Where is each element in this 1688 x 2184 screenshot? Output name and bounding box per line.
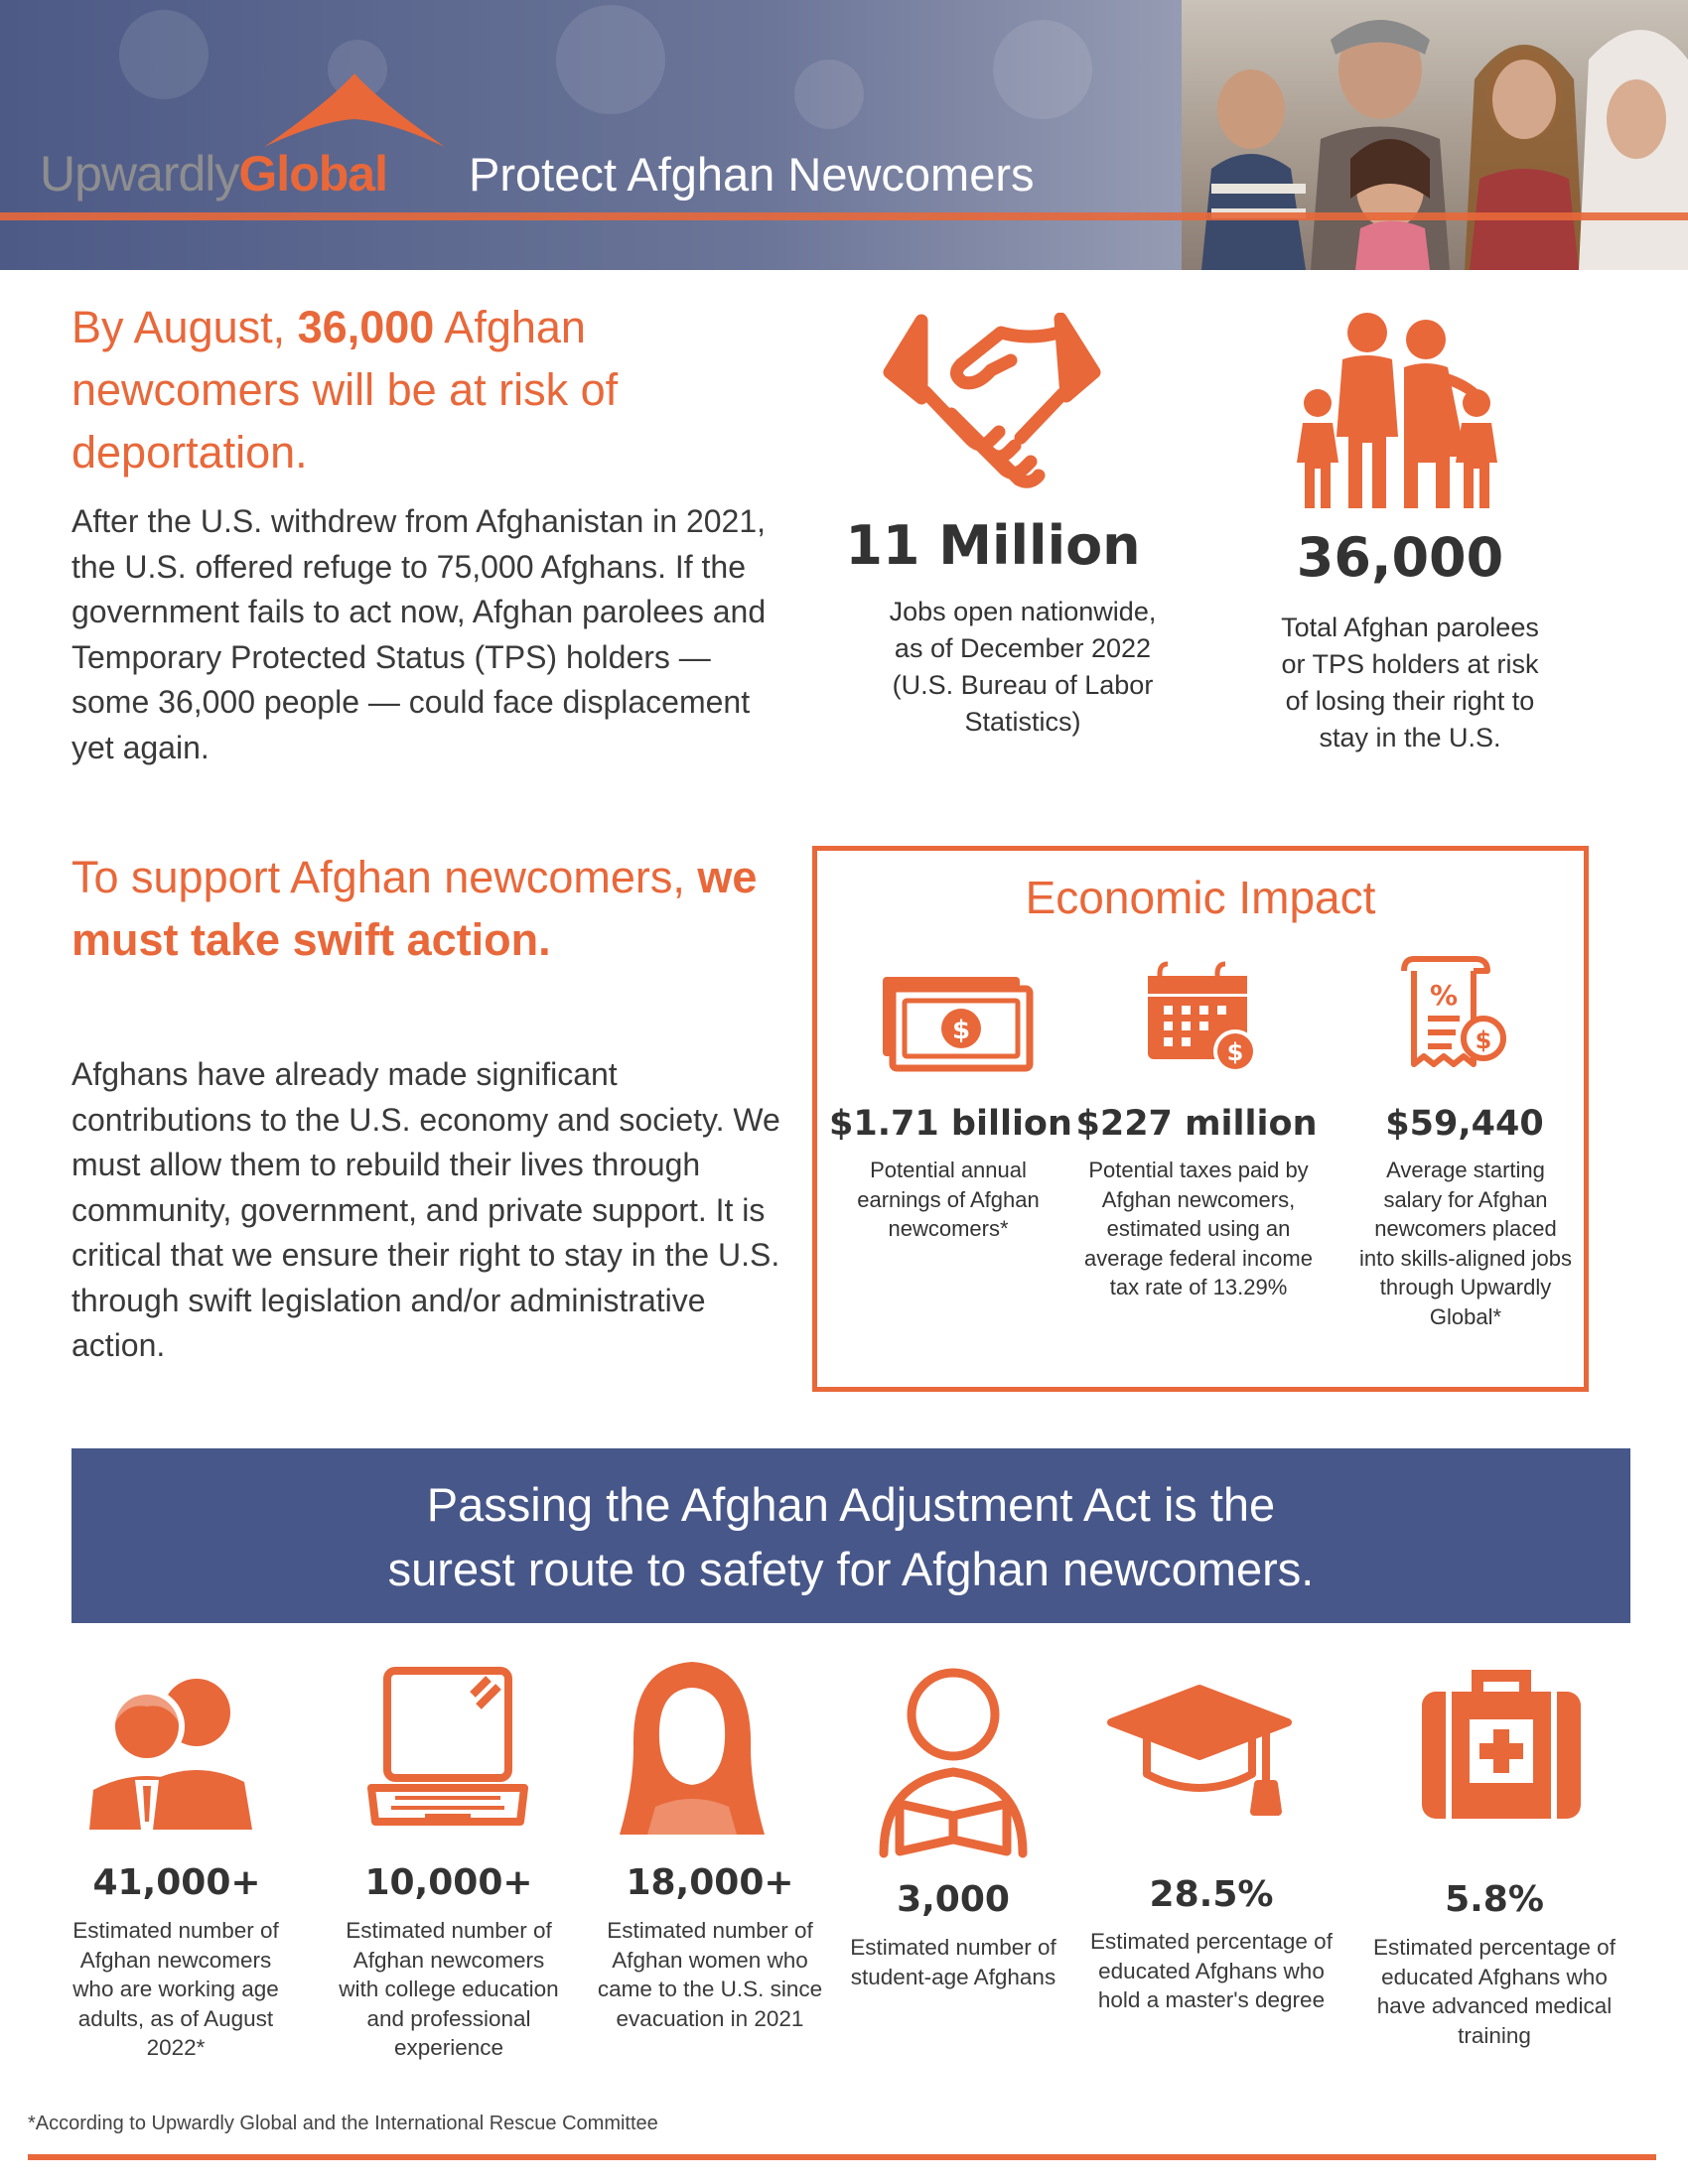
svg-text:$: $ bbox=[951, 1016, 971, 1045]
logo-text-upwardly: Upwardly bbox=[40, 146, 239, 202]
page-title: Protect Afghan Newcomers bbox=[469, 148, 1035, 201]
intro-headline-part2: Afghan newcomers will be at risk of deportation. bbox=[71, 302, 619, 478]
intro-headline-part1: By August, bbox=[71, 302, 298, 352]
stat-jobs-description: Jobs open nationwide, as of December 2022 (U.S. Bureau of Labor Statistics) bbox=[889, 597, 1157, 737]
intro-body: After the U.S. withdrew from Afghanistan in 2021, the U.S. offered refuge to 75,000 Afghans. If the government fails to act now, Afghan parolees and Temporary Protected Status (TPS) holders — some 36,000 people — could face displacement yet again. bbox=[71, 503, 767, 765]
stat-college-educated-value: 10,000+ bbox=[364, 1862, 533, 1903]
stat-masters-value: 28.5% bbox=[1149, 1874, 1274, 1915]
student-reading-icon bbox=[874, 1665, 1033, 1859]
svg-text:$: $ bbox=[1226, 1038, 1244, 1066]
receipt-percent-icon bbox=[1400, 953, 1511, 1082]
handshake-icon bbox=[882, 313, 1102, 489]
logo-roof-icon bbox=[260, 71, 449, 149]
support-headline-part1: To support Afghan newcomers, bbox=[71, 852, 698, 902]
family-icon bbox=[1291, 308, 1509, 508]
working-adults-icon bbox=[87, 1663, 256, 1830]
footnote: *According to Upwardly Global and the International Rescue Committee bbox=[28, 2113, 658, 2134]
footer-divider bbox=[28, 2154, 1656, 2160]
stat-medical-value: 5.8% bbox=[1445, 1879, 1544, 1920]
support-headline-bold: we must take swift action. bbox=[71, 852, 758, 965]
support-headline bbox=[71, 846, 786, 971]
stat-jobs-value: 11 Million bbox=[845, 514, 1141, 577]
stat-working-adults-description: Estimated number of Afghan newcomers who are working age adults, as of August 2022* bbox=[72, 1918, 279, 2060]
stat-at-risk-description: Total Afghan parolees or TPS holders at risk of losing their right to stay in the U.S. bbox=[1281, 613, 1539, 752]
stat-college-educated-description: Estimated number of Afghan newcomers with college education and professional experience bbox=[339, 1918, 559, 2060]
banner-line-2: surest route to safety for Afghan newcomers. bbox=[387, 1543, 1315, 1595]
family-photo bbox=[1182, 0, 1688, 270]
medical-kit-icon bbox=[1418, 1664, 1585, 1823]
stat-women-value: 18,000+ bbox=[626, 1862, 794, 1903]
economic-salary-value: $59,440 bbox=[1385, 1104, 1544, 1144]
banner-line-1: Passing the Afghan Adjustment Act is the bbox=[426, 1478, 1276, 1531]
support-body: Afghans have already made significant contributions to the U.S. economy and society. We must allow them to rebuild their lives through community, government, and private support. It is critical that we ensure their right to stay in the U.S. through swift legislation and/or administrative action. bbox=[71, 1056, 780, 1363]
stat-working-adults-value: 41,000+ bbox=[92, 1862, 261, 1903]
logo-text-global: Global bbox=[238, 146, 387, 202]
calendar-dollar-icon bbox=[1142, 958, 1261, 1077]
stat-students-value: 3,000 bbox=[897, 1879, 1010, 1920]
stat-medical-description: Estimated percentage of educated Afghans who have advanced medical training bbox=[1373, 1935, 1616, 2048]
header-accent-line bbox=[0, 212, 1688, 220]
economic-earnings-value: $1.71 billion bbox=[829, 1104, 1072, 1144]
stat-students-description: Estimated number of student-age Afghans bbox=[850, 1935, 1056, 1989]
svg-text:%: % bbox=[1429, 979, 1459, 1012]
money-bill-icon bbox=[879, 973, 1034, 1072]
graduation-cap-icon bbox=[1107, 1683, 1292, 1822]
laptop-icon bbox=[365, 1665, 530, 1828]
intro-headline-bold: 36,000 bbox=[297, 302, 435, 352]
header-banner bbox=[0, 0, 1688, 270]
economic-salary-description: Average starting salary for Afghan newcomers placed into skills-aligned jobs through Upwardly Global* bbox=[1359, 1158, 1572, 1329]
woman-hijab-icon bbox=[616, 1658, 769, 1835]
economic-earnings-description: Potential annual earnings of Afghan newcomers* bbox=[857, 1158, 1040, 1241]
stat-masters-description: Estimated percentage of educated Afghans who hold a master's degree bbox=[1090, 1929, 1333, 2012]
economic-taxes-value: $227 million bbox=[1075, 1104, 1318, 1144]
logo bbox=[40, 145, 387, 203]
economic-taxes-description: Potential taxes paid by Afghan newcomers, estimated using an average federal income tax rate of 13.29% bbox=[1084, 1158, 1313, 1299]
stat-women-description: Estimated number of Afghan women who came to the U.S. since evacuation in 2021 bbox=[597, 1918, 823, 2031]
stat-at-risk-value: 36,000 bbox=[1296, 526, 1504, 589]
banner-text bbox=[71, 1472, 1630, 1601]
intro-headline bbox=[71, 296, 786, 483]
economic-impact-title: Economic Impact bbox=[1025, 872, 1376, 923]
svg-text:$: $ bbox=[1475, 1026, 1492, 1054]
